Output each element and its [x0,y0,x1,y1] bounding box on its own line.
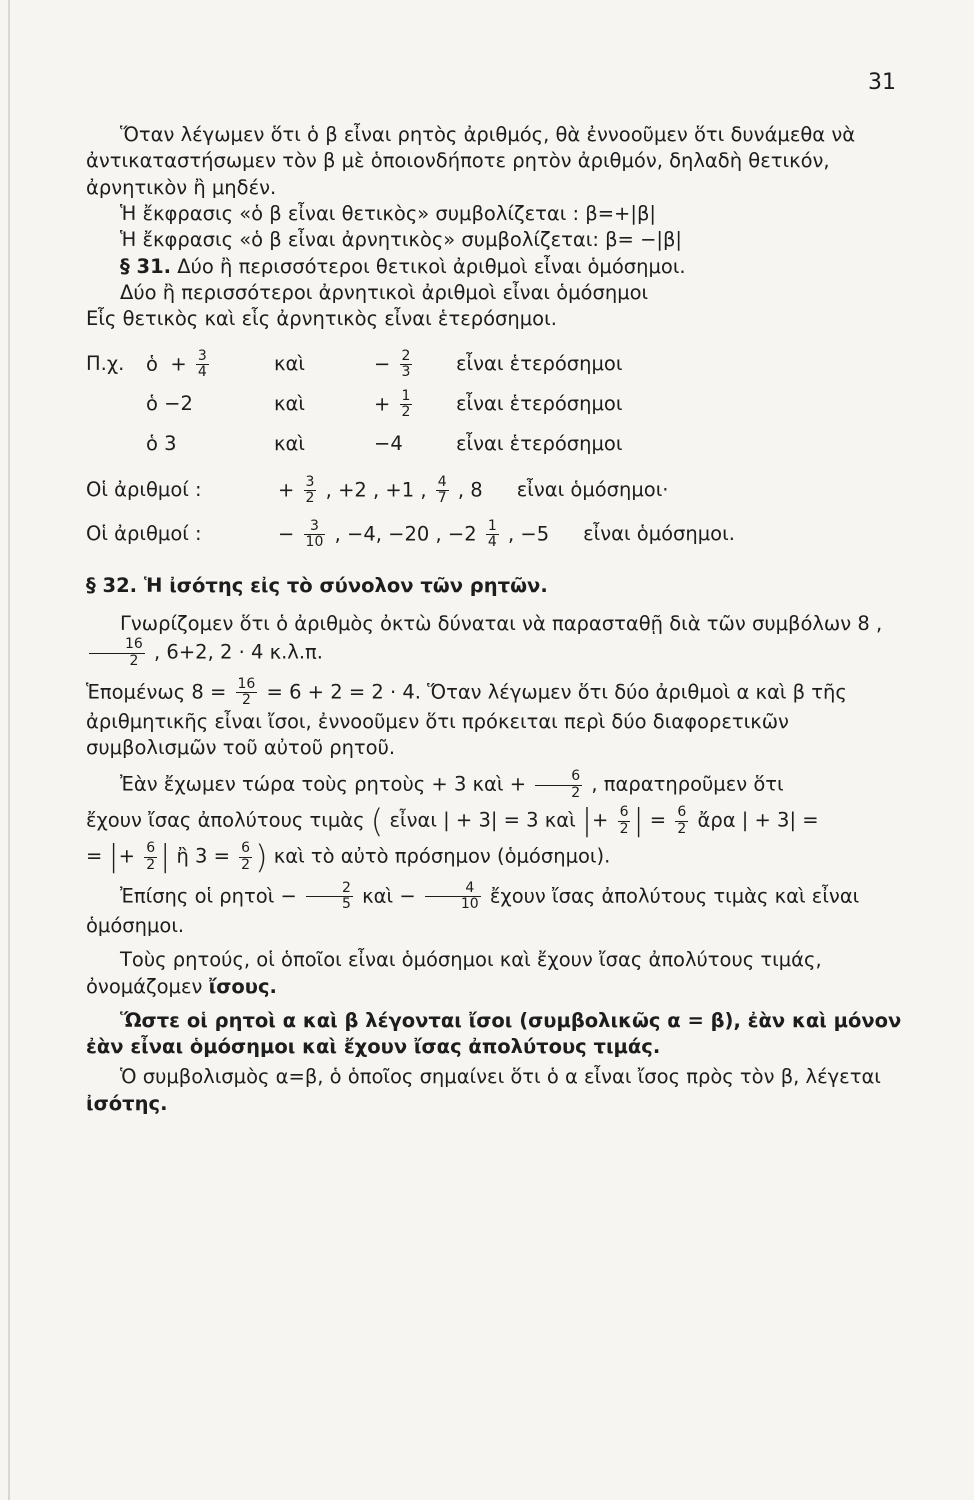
fraction: $\frac{2}{3}$ [401,347,411,380]
page-content [86,122,924,1117]
numbers-label: Οἱ ἀριθμοί : [86,522,202,546]
sec31-line2: Δύο ἢ περισσότεροι ἀρνητικοὶ ἀριθμοὶ εἶναι ὁμόσημοι [120,280,649,304]
example-2-and: καὶ [274,392,305,416]
example-3-result: εἶναι ἑτερόσημοι [456,432,623,456]
sec31-line3: Εἷς θετικὸς καὶ εἷς ἀρνητικὸς εἶναι ἑτερόσημοι. [86,307,557,331]
example-1-first: ὁ + $\frac{3}{4}$ [146,347,207,380]
example-row-3 [86,425,924,465]
page-edge [8,0,10,1500]
term-equal: ἴσους. [208,974,277,998]
fraction: $\frac{16}{2}$ [237,675,256,709]
negative-numbers-result: εἶναι ὁμόσημοι. [583,522,735,546]
fraction: $\frac{3}{4}$ [197,347,207,380]
fraction: $\frac{6}{2}$ [146,840,156,873]
fraction: $\frac{6}{2}$ [535,769,582,801]
sec32-paragraph-9: Ὁ συμβολισμὸς α=β, ὁ ὁποῖος σημαίνει ὅτι ὁ α εἶναι ἴσος πρὸς τὸν β, λέγεται ἰσότης. [86,1065,881,1115]
fraction: $\frac{4}{7}$ [437,473,447,506]
positive-numbers-row [86,469,924,513]
sec32-heading: § 32. Ἡ ἰσότης εἰς τὸ σύνολον τῶν ρητῶν. [86,573,548,597]
fraction: $\frac{4}{10}$ [425,881,481,913]
example-1-second: − $\frac{2}{3}$ [374,347,411,380]
positive-numbers-result: εἶναι ὁμόσημοι· [516,478,669,502]
negative-numbers-list: − $\frac{3}{10}$ , −4, −20 , −2 $\frac{1}{4}$ , −5 [278,517,550,550]
fraction: $\frac{3}{10}$ [305,517,324,550]
fraction: $\frac{3}{2}$ [305,473,315,506]
expr-positive: Ἡ ἔκφρασις «ὁ β εἶναι θετικὸς» συμβολίζεται : β=+|β| [120,201,656,225]
page-number: 31 [868,70,896,95]
example-3-and: καὶ [274,432,305,456]
sec31-mark: § 31. [120,254,172,278]
positive-numbers-list: + $\frac{3}{2}$ , +2 , +1 , $\frac{4}{7}$ , 8 [278,473,483,506]
numbers-label: Οἱ ἀριθμοί : [86,478,202,502]
example-2-second: + $\frac{1}{2}$ [374,387,411,420]
example-2-first: ὁ −2 [146,392,193,416]
term-equality: ἰσότης. [86,1091,168,1115]
fraction: $\frac{6}{2}$ [241,840,251,873]
example-3-second: −4 [374,432,403,456]
fraction: $\frac{16}{2}$ [89,637,145,669]
sec32-paragraph-2: Ἑπομένως 8 = $\frac{16}{2}$ = 6 + 2 = 2 · 4. Ὅταν λέγωμεν ὅτι δύο ἀριθμοὶ α καὶ β τῆς ἀριθμητικῆς εἶναι ἴσοι, ἐννοοῦμεν ὅτι πρόκειται περὶ δύο διαφορετικῶν συμβολισμῶν τοῦ αὐτοῦ ρητοῦ. [86,675,847,759]
fraction: $\frac{1}{2}$ [401,387,411,420]
example-1-result: εἶναι ἑτερόσημοι [456,352,623,376]
negative-numbers-row [86,513,924,557]
sec32-paragraph-3: Ἐὰν ἔχωμεν τώρα τοὺς ρητοὺς + 3 καὶ + $\frac{6}{2}$ , παρατηροῦμεν ὅτι [120,768,784,801]
fraction: $\frac{1}{4}$ [487,517,497,550]
fraction: $\frac{6}{2}$ [619,804,629,837]
sec32-paragraph-4: ἔχουν ἴσας ἀπολύτους τιμὰς ( εἶναι | + 3| = 3 καὶ |+ $\frac{6}{2}$ | = $\frac{6}{2}$ ἄρα | + 3| = [86,802,819,841]
fraction: $\frac{6}{2}$ [677,804,687,837]
sec32-paragraph-7: Τοὺς ρητούς, οἱ ὁποῖοι εἶναι ὁμόσημοι καὶ ἔχουν ἴσας ἀπολύτους τιμάς, ὀνομάζομεν ἴσους. [86,948,822,998]
sec32-paragraph-6: Ἐπίσης οἱ ρητοὶ − $\frac{2}{5}$ καὶ − $\frac{4}{10}$ ἔχουν ἴσας ἀπολύτους τιμὰς καὶ εἶναι ὁμόσημοι. [86,880,860,937]
example-2-result: εἶναι ἑτερόσημοι [456,392,623,416]
sec32-definition: Ὥστε οἱ ρητοὶ α καὶ β λέγονται ἴσοι (συμβολικῶς α = β), ἐὰν καὶ μόνον ἐὰν εἶναι ὁμόσημοι καὶ ἔχουν ἴσας ἀπολύτους τιμάς. [86,1008,902,1059]
intro-paragraph: Ὅταν λέγωμεν ὅτι ὁ β εἶναι ρητὸς ἀριθμός, θὰ ἐννοοῦμεν ὅτι δυνάμεθα νὰ ἀντικαταστήσωμεν τὸν β μὲ ὁποιονδήποτε ρητὸν ἀριθμόν, δηλαδὴ θετικόν, ἀρνητικὸν ἢ μηδέν. [86,123,856,199]
example-label: Π.χ. [86,352,125,376]
fraction: $\frac{2}{5}$ [306,881,353,913]
example-1-and: καὶ [274,352,305,376]
sec32-paragraph-5: = |+ $\frac{6}{2}$ | ἢ 3 = $\frac{6}{2}$ ) καὶ τὸ αὐτὸ πρόσημον (ὁμόσημοι). [86,838,611,877]
example-row-1 [86,345,924,385]
expr-negative: Ἡ ἔκφρασις «ὁ β εἶναι ἀρνητικὸς» συμβολίζεται: β= −|β| [120,228,682,252]
sec32-paragraph-1: Γνωρίζομεν ὅτι ὁ ἀριθμὸς ὀκτὼ δύναται νὰ παρασταθῇ διὰ τῶν συμβόλων 8 , $\frac{16}{2}$ , 6+2, 2 · 4 κ.λ.π. [86,611,924,669]
example-row-2 [86,385,924,425]
sec31-line1 [86,254,924,280]
sec31-line1-text: Δύο ἢ περισσότεροι θετικοὶ ἀριθμοὶ εἶναι ὁμόσημοι. [177,254,686,278]
example-3-first: ὁ 3 [146,432,177,456]
